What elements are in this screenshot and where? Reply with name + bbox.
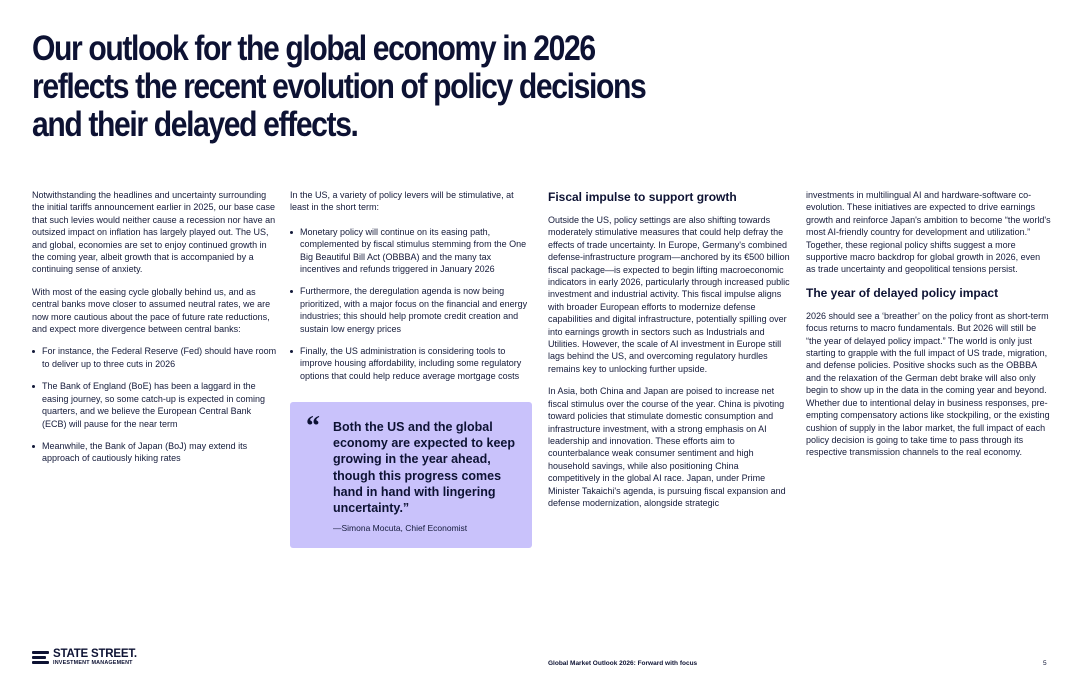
column-2 bbox=[290, 189, 533, 392]
paragraph: 2026 should see a ‘breather’ on the policy front as short-term focus returns to macro fundamentals. But 2026 will still be “the year of delayed policy impact.” The world is only just starting to grapple with the full impact of US trade, migration, and defense policies. Positive shocks such as the OBBBA and the relaxation of the German debt brake will also only begin to show up in the data in the coming year and beyond. Whether due to intentional delay in business responses, pre-empting compensatory actions like stockpiling, or the existing cushion of supply in the labor market, the full impact of each policy decision is going to take time to pass through its respective transmission channels to the real economy. bbox=[806, 310, 1050, 458]
quote-mark-icon: “ bbox=[306, 411, 320, 442]
document-title: Global Market Outlook 2026: Forward with focus bbox=[548, 660, 698, 667]
list-item-text: Monetary policy will continue on its easing path, complemented by fiscal stimulus stemming from the One Big Beautiful Bill Act (OBBBA) and the many tax incentives and refunds triggered in January 2026 bbox=[300, 226, 527, 275]
pull-quote bbox=[290, 402, 532, 548]
bullet-icon bbox=[32, 445, 35, 448]
headline-line-2: reflects the recent evolution of policy decisions bbox=[32, 67, 646, 106]
brand-name: STATE STREET. bbox=[53, 648, 137, 660]
bullet-list bbox=[32, 345, 278, 464]
brand-logo bbox=[32, 648, 162, 670]
paragraph: With most of the easing cycle globally behind us, and as central banks move closer to assumed neutral rates, we are now more cautious about the pace of future rate reductions, and expect more divergence between central banks: bbox=[32, 286, 271, 335]
column-4 bbox=[806, 189, 1052, 469]
section-heading: The year of delayed policy impact bbox=[806, 285, 999, 300]
list-item bbox=[32, 440, 278, 465]
list-item-text: Meanwhile, the Bank of Japan (BoJ) may extend its approach of cautiously hiking rates bbox=[42, 440, 248, 464]
list-item-text: Finally, the US administration is considering tools to improve housing affordability, including some regulatory options that could help reduce average mortgage costs bbox=[300, 346, 522, 381]
list-item bbox=[290, 345, 533, 382]
list-item bbox=[32, 345, 278, 370]
bullet-list bbox=[290, 226, 533, 382]
quote-text: Both the US and the global economy are expected to keep growing in the year ahead, though this progress comes hand in hand with lingering uncertainty.” bbox=[333, 420, 516, 516]
page-headline bbox=[32, 29, 646, 144]
brand-subtitle: INVESTMENT MANAGEMENT bbox=[53, 660, 133, 666]
paragraph: In Asia, both China and Japan are poised to increase net fiscal stimulus over the course of the year. China is pivoting toward policies that stimulate domestic consumption and infrastructure investment, with a strong emphasis on AI leadership and innovation. These efforts aim to counterbalance weak consumer sentiment and high household savings, while also positioning China competitively in the global AI race. Japan, under Prime Minister Takaichi's agenda, is pursuing fiscal expansion and defense modernization, alongside strategic bbox=[548, 386, 786, 508]
paragraph: Outside the US, policy settings are also shifting towards moderately stimulative measures that could help defray the effects of trade uncertainty. In Europe, Germany's combined defense-infrastructure program—anchored by its €500 billion fiscal package—is expected to begin lifting macroeconomic indicators in early 2026, particularly through increased public investment and industrial activity. This fiscal impulse aligns with broader European efforts to modernize defense capabilities and digital infrastructure, potentially spilling over into earnings growth in sectors such as Industrials and Utilities. However, the scale of AI investment in Europe still lags behind the US, and overcoming regulatory hurdles remains key to unlocking further upside. bbox=[548, 215, 790, 374]
list-item-text: The Bank of England (BoE) has been a laggard in the easing journey, so some catch-up is expected in coming quarters, and we believe the European Central Bank (ECB) will pause for the near term bbox=[42, 381, 265, 429]
column-1 bbox=[32, 189, 278, 475]
column-3 bbox=[548, 189, 792, 519]
state-street-logo-icon bbox=[32, 649, 49, 666]
paragraph: In the US, a variety of policy levers will be stimulative, at least in the short term: bbox=[290, 190, 514, 213]
paragraph: investments in multilingual AI and hardware-software co-evolution. These initiatives are expected to drive earnings growth and reinforce Japan's ambition to become “the world's most AI-friendly country for development and utilization.” Together, these regional policy shifts suggest a more supportive macro backdrop for global growth in 2026, even as trade uncertainty and geopolitical tensions persist. bbox=[806, 190, 1051, 275]
list-item-text: For instance, the Federal Reserve (Fed) should have room to deliver up to three cuts in 2026 bbox=[42, 346, 277, 369]
headline-line-1: Our outlook for the global economy in 2026 bbox=[32, 29, 595, 68]
bullet-icon bbox=[32, 350, 35, 353]
bullet-icon bbox=[290, 350, 293, 353]
section-heading: Fiscal impulse to support growth bbox=[548, 190, 737, 204]
headline-line-3: and their delayed effects. bbox=[32, 105, 358, 144]
bullet-icon bbox=[290, 231, 293, 234]
list-item bbox=[32, 380, 278, 430]
quote-attribution: —Simona Mocuta, Chief Economist bbox=[333, 523, 468, 533]
page-number: 5 bbox=[1043, 660, 1047, 667]
list-item-text: Furthermore, the deregulation agenda is now being prioritized, with a major focus on the financial and energy industries; this should help promote credit creation and sustain low energy prices bbox=[300, 286, 528, 334]
bullet-icon bbox=[290, 290, 293, 293]
paragraph: Notwithstanding the headlines and uncertainty surrounding the initial tariffs announcement earlier in 2025, our base case that such levies would neither cause a recession nor have an outsized impact on inflation has largely played out. The US, and global, economies are set to enjoy continued growth in the coming year, albeit growth that is accompanied by a continuing sense of anxiety. bbox=[32, 190, 276, 275]
bullet-icon bbox=[32, 385, 35, 388]
list-item bbox=[290, 285, 533, 335]
list-item bbox=[290, 226, 533, 276]
